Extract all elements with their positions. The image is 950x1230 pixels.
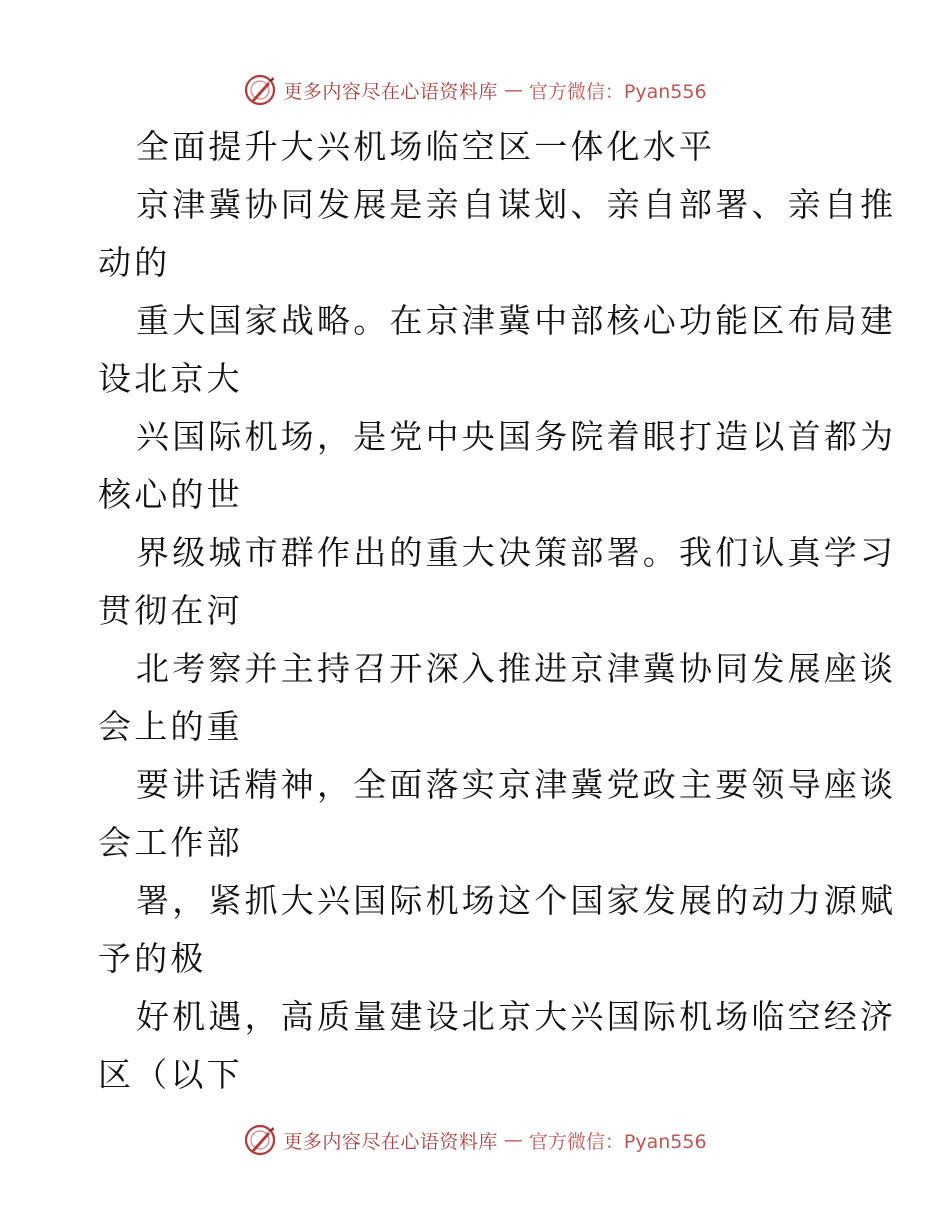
document-line: 署，紧抓大兴国际机场这个国家发展的动力源赋 bbox=[136, 881, 897, 920]
header-banner bbox=[0, 70, 950, 110]
document-line: 会上的重 bbox=[98, 707, 243, 746]
document-line: 界级城市群作出的重大决策部署。我们认真学习 bbox=[136, 533, 897, 572]
document-line: 核心的世 bbox=[98, 475, 243, 514]
quill-pen-logo-icon bbox=[243, 1123, 277, 1157]
document-line: 好机遇，高质量建设北京大兴国际机场临空经济 bbox=[136, 997, 897, 1036]
document-line: 京津冀协同发展是亲自谋划、亲自部署、亲自推 bbox=[136, 185, 897, 224]
banner-separator: — bbox=[503, 79, 523, 101]
document-line: 兴国际机场，是党中央国务院着眼打造以首都为 bbox=[136, 417, 897, 456]
document-line: 动的 bbox=[98, 243, 171, 282]
document-line: 予的极 bbox=[98, 939, 207, 978]
banner-title: 更多内容尽在心语资料库 bbox=[283, 80, 498, 103]
banner-title: 更多内容尽在心语资料库 bbox=[283, 1130, 498, 1153]
document-line: 设北京大 bbox=[98, 359, 243, 398]
document-body bbox=[98, 118, 897, 1104]
quill-pen-logo-icon bbox=[243, 73, 277, 107]
banner-wechat: 官方微信：Pyan556 bbox=[528, 1130, 707, 1153]
banner-separator: — bbox=[503, 1129, 523, 1151]
document-line: 北考察并主持召开深入推进京津冀协同发展座谈 bbox=[136, 649, 897, 688]
document-line: 会工作部 bbox=[98, 823, 243, 862]
document-line: 要讲话精神，全面落实京津冀党政主要领导座谈 bbox=[136, 765, 897, 804]
document-line: 区（以下 bbox=[98, 1055, 243, 1094]
document-line: 贯彻在河 bbox=[98, 591, 243, 630]
footer-banner bbox=[0, 1120, 950, 1160]
banner-wechat: 官方微信：Pyan556 bbox=[528, 80, 707, 103]
document-line: 重大国家战略。在京津冀中部核心功能区布局建 bbox=[136, 301, 897, 340]
document-line: 全面提升大兴机场临空区一体化水平 bbox=[136, 127, 716, 166]
